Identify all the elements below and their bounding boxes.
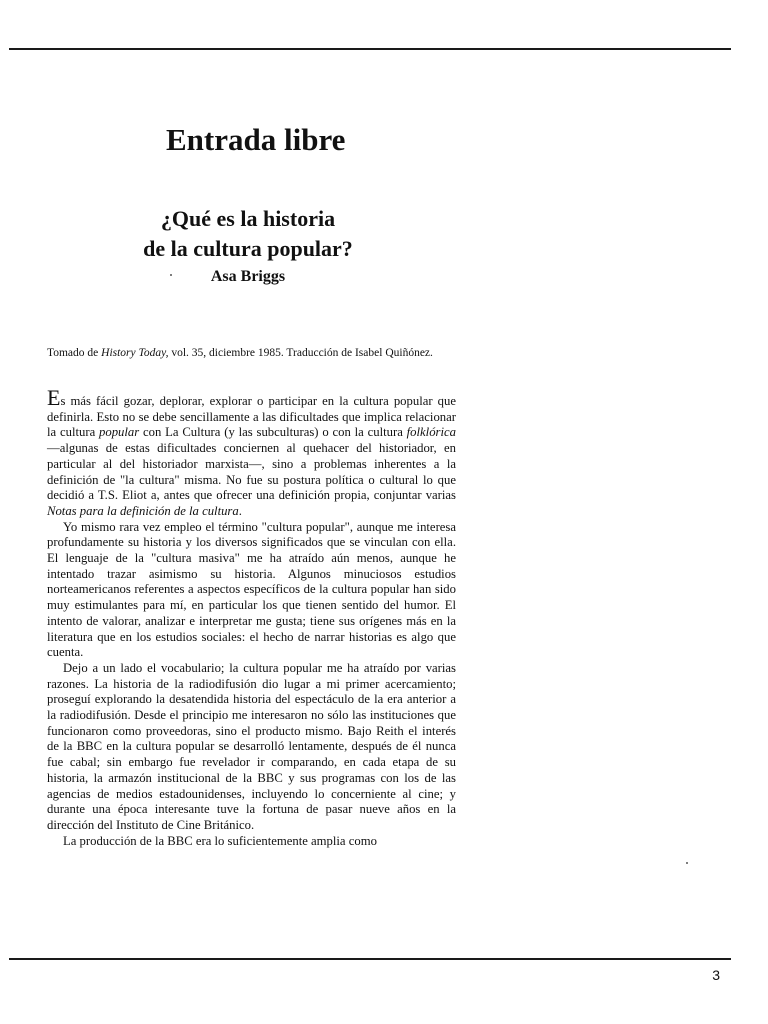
- paragraph-3: Dejo a un lado el vocabulario; la cultura popular me ha atraído por varias razones. La historia de la radiodifusión dio lugar a mi primer acercamiento; proseguí explorando la desatendida historia del espectáculo de la era anterior a la radiodifusión. Desde el principio me interesaron no sólo las instituciones que funcionaron como proveedoras, sino el producto mismo. Bajo Reith el interés de la BBC en la cultura popular se desarrolló lentamente, después de él nunca fue cabal; sin embargo fue revelador ir comparando, en cada etapa de su historia, la armazón institucional de la BBC y sus programas con los de las agencias de medios estadounidenses, incluyendo lo concerniente al cine; y durante una época interesante tuve la fortuna de pasar nueve años en la dirección del Instituto de Cine Británico.: [47, 660, 456, 832]
- page-number: 3: [712, 967, 720, 983]
- paragraph-1-italic-c: Notas para la definición de la cultura: [47, 503, 239, 518]
- drop-cap: E: [47, 385, 61, 410]
- paragraph-1-text-a: s más fácil gozar, deplorar, explorar o participar en la cultura popular que definirla. Esto no se debe sencillamente a las dificultades que implica relacionar la cultura: [47, 394, 456, 440]
- article-body: [47, 385, 456, 849]
- scan-speck: [686, 862, 688, 864]
- top-rule: [9, 48, 731, 50]
- paragraph-4: La producción de la BBC era lo suficientemente amplia como: [63, 833, 377, 848]
- subtitle-line-2: de la cultura popular?: [143, 236, 353, 261]
- author-name: Asa Briggs: [210, 268, 286, 285]
- article-subtitle: [0, 204, 496, 264]
- paragraph-2: Yo mismo rara vez empleo el término "cultura popular", aunque me interesa profundamente su historia y los diversos significados que se vinculan con ella. El lenguaje de la "cultura masiva" me ha atraído aún menos, aunque he intentado trazar asimismo su historia. Algunos minuciosos estudios norteamericanos referentes a aspectos específicos de la cultura popular han sido muy estimulantes para mí, en particular los que tienen sentido del humor. El intento de valorar, analizar e interpretar me gusta; tiene sus orígenes más en la literatura que en los estudios sociales: el hecho de narrar historias es algo que cuenta.: [47, 519, 456, 660]
- paragraph-1-text-d: .: [238, 503, 242, 518]
- paragraph-1-text-b: con La Cultura (y las subculturas) o con la cultura: [139, 425, 407, 440]
- paragraph-1-italic-a: popular: [99, 425, 140, 440]
- subtitle-line-1: ¿Qué es la historia: [160, 206, 336, 231]
- bottom-rule: [9, 958, 731, 960]
- source-journal: History Today,: [101, 347, 169, 359]
- scan-speck: [170, 274, 172, 276]
- source-rest: vol. 35, diciembre 1985. Traducción de Isabel Quiñónez.: [168, 347, 433, 359]
- source-prefix: Tomado de: [47, 347, 102, 359]
- paragraph-1-italic-b: folklórica: [406, 425, 456, 440]
- paragraph-1: [47, 385, 456, 520]
- page-title: Entrada libre: [166, 122, 346, 157]
- source-note: [47, 346, 457, 361]
- paragraph-1-text-c: —algunas de estas dificultades conciernen al quehacer del historiador, en particular al del historiador marxista—, sino a problemas inherentes a la definición de "la cultura" misma. No fue su postura política o cultural lo que decidió a T.S. Eliot a, antes que ofrecer una definición propia, conjuntar varias: [47, 441, 456, 503]
